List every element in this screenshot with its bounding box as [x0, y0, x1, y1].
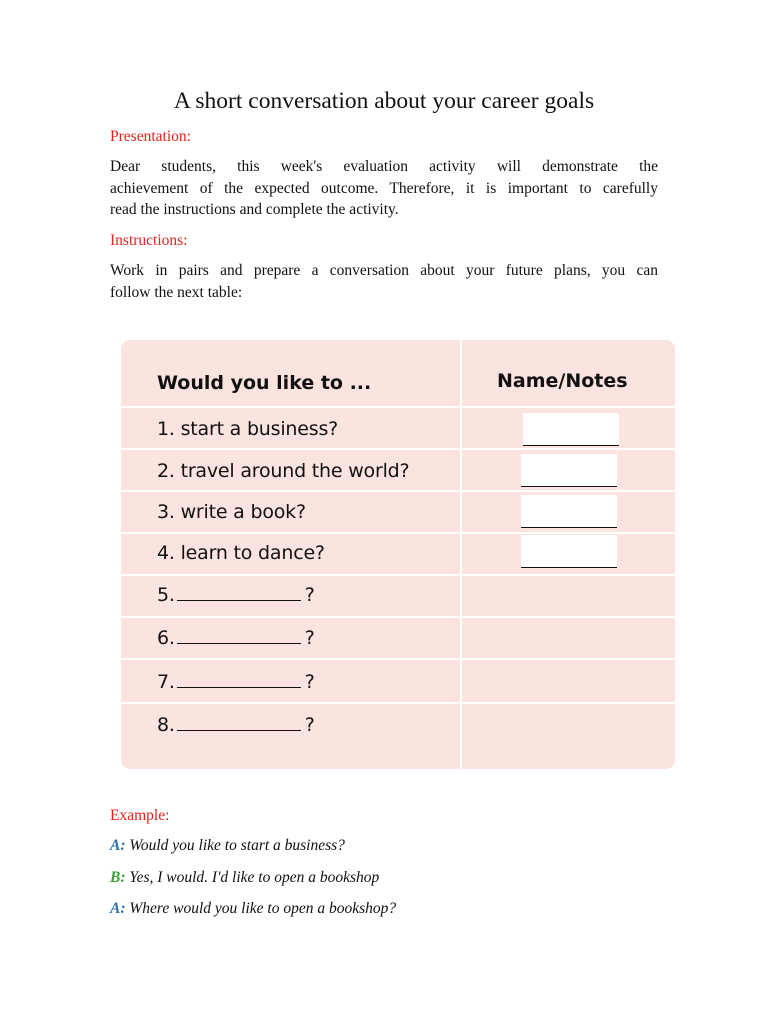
dialogue-line — [110, 899, 396, 919]
table-row-blank — [157, 712, 315, 737]
question-mark: ? — [304, 627, 315, 649]
table-row-blank — [157, 625, 315, 650]
table-row-blank — [157, 582, 315, 607]
table-row-question: 3. write a book? — [157, 501, 306, 523]
presentation-heading: Presentation: — [110, 128, 191, 145]
dialogue-text: Yes, I would. I'd like to open a bookshop — [125, 869, 380, 886]
row-divider — [121, 532, 675, 534]
table-header-notes: Name/Notes — [497, 370, 628, 392]
dialogue-text: Where would you like to open a bookshop? — [125, 900, 397, 917]
page-title: A short conversation about your career goals — [173, 88, 595, 114]
example-heading: Example: — [110, 807, 170, 824]
blank-line — [177, 582, 301, 601]
row-number: 8. — [157, 714, 175, 736]
paragraph-line: achievement of the expected outcome. Therefore, it is important to carefully — [110, 179, 658, 197]
table-header-question: Would you like to ... — [157, 372, 372, 394]
answer-field[interactable] — [521, 495, 617, 528]
row-divider — [121, 490, 675, 492]
table-row-blank — [157, 669, 315, 694]
dialogue-text: Would you like to start a business? — [125, 837, 345, 854]
instructions-paragraph — [110, 260, 658, 303]
speaker-label: A: — [110, 837, 126, 854]
speaker-label: A: — [110, 900, 126, 917]
table-row-question: 2. travel around the world? — [157, 460, 410, 482]
question-mark: ? — [304, 714, 315, 736]
speaker-label: B: — [110, 869, 126, 886]
paragraph-line: read the instructions and complete the activity. — [110, 201, 399, 218]
paragraph-line: Dear students, this week's evaluation activity will demonstrate the — [110, 158, 658, 175]
column-divider — [460, 340, 462, 769]
paragraph-line: Work in pairs and prepare a conversation about your future plans, you can — [110, 262, 658, 279]
row-divider — [121, 574, 675, 576]
question-mark: ? — [304, 584, 315, 606]
answer-field[interactable] — [523, 413, 619, 446]
row-divider — [121, 406, 675, 408]
blank-line — [177, 625, 301, 644]
activity-table — [121, 340, 675, 769]
row-number: 7. — [157, 671, 175, 693]
question-mark: ? — [304, 671, 315, 693]
instructions-heading: Instructions: — [110, 232, 188, 249]
answer-field[interactable] — [521, 454, 617, 487]
row-divider — [121, 448, 675, 450]
blank-line — [177, 669, 301, 688]
row-divider — [121, 658, 675, 660]
table-row-question: 4. learn to dance? — [157, 542, 325, 564]
row-number: 5. — [157, 584, 175, 606]
answer-field[interactable] — [521, 535, 617, 568]
paragraph-line: follow the next table: — [110, 283, 243, 301]
table-row-question: 1. start a business? — [157, 418, 339, 440]
blank-line — [177, 712, 301, 731]
row-divider — [121, 702, 675, 704]
dialogue-line — [110, 836, 345, 856]
row-divider — [121, 616, 675, 618]
presentation-paragraph — [110, 156, 658, 221]
row-number: 6. — [157, 627, 175, 649]
dialogue-line — [110, 868, 379, 888]
